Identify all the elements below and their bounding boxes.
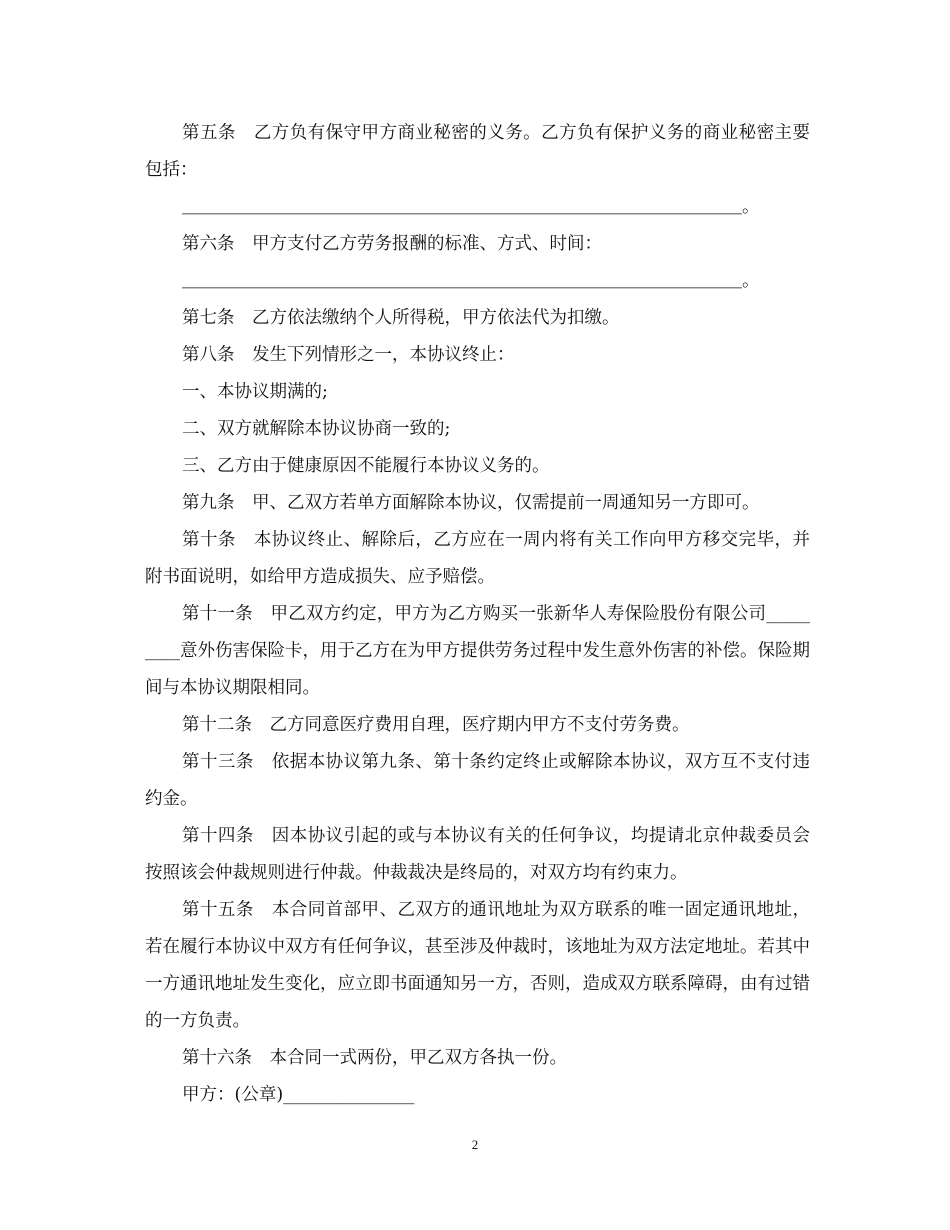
article-6-fill-blank: ＿＿＿＿＿＿＿＿＿＿＿＿＿＿＿＿＿＿＿＿＿＿＿＿＿＿＿＿＿＿＿＿。 <box>182 271 760 291</box>
article-16: 第十六条 本合同一式两份，甲乙双方各执一份。 <box>182 1048 567 1068</box>
article-14: 第十四条 因本协议引起的或与本协议有关的任何争议，均提请北京仲裁委员会按照该会仲裁规则进行仲裁。仲裁裁决是终局的，对双方均有约束力。 <box>145 826 810 883</box>
article-8-item-1: 一、本协议期满的; <box>182 382 328 402</box>
page-number: 2 <box>471 1137 479 1152</box>
article-11: 第十一条 甲乙双方约定，甲方为乙方购买一张新华人寿保险股份有限公司_________意外伤害保险卡，用于乙方在为甲方提供劳务过程中发生意外伤害的补偿。保险期间与本协议期限相同。 <box>145 604 810 698</box>
article-5-fill-blank: ＿＿＿＿＿＿＿＿＿＿＿＿＿＿＿＿＿＿＿＿＿＿＿＿＿＿＿＿＿＿＿＿。 <box>182 197 760 217</box>
article-9: 第九条 甲、乙双方若单方面解除本协议，仅需提前一周通知另一方即可。 <box>182 493 760 513</box>
document-body <box>145 115 810 1114</box>
article-6: 第六条 甲方支付乙方劳务报酬的标准、方式、时间： <box>182 234 602 254</box>
article-8: 第八条 发生下列情形之一，本协议终止： <box>182 345 515 365</box>
article-13: 第十三条 依据本协议第九条、第十条约定终止或解除本协议，双方互不支付违约金。 <box>145 752 810 809</box>
article-15: 第十五条 本合同首部甲、乙双方的通讯地址为双方联系的唯一固定通讯地址，若在履行本协议中双方有任何争议，甚至涉及仲裁时，该地址为双方法定地址。若其中一方通讯地址发生变化，应立即书面通知另一方，否则，造成双方联系障碍，由有过错的一方负责。 <box>145 900 810 1031</box>
article-5: 第五条 乙方负有保守甲方商业秘密的义务。乙方负有保护义务的商业秘密主要包括： <box>145 123 810 180</box>
party-a-signature-line: 甲方：(公章)_______________ <box>182 1085 415 1105</box>
article-12: 第十二条 乙方同意医疗费用自理，医疗期内甲方不支付劳务费。 <box>182 715 690 735</box>
article-8-item-3: 三、乙方由于健康原因不能履行本协议义务的。 <box>182 456 550 476</box>
article-7: 第七条 乙方依法缴纳个人所得税，甲方依法代为扣缴。 <box>182 308 620 328</box>
article-8-item-2: 二、双方就解除本协议协商一致的; <box>182 419 451 439</box>
article-10: 第十条 本协议终止、解除后，乙方应在一周内将有关工作向甲方移交完毕，并附书面说明，如给甲方造成损失、应予赔偿。 <box>145 530 810 587</box>
